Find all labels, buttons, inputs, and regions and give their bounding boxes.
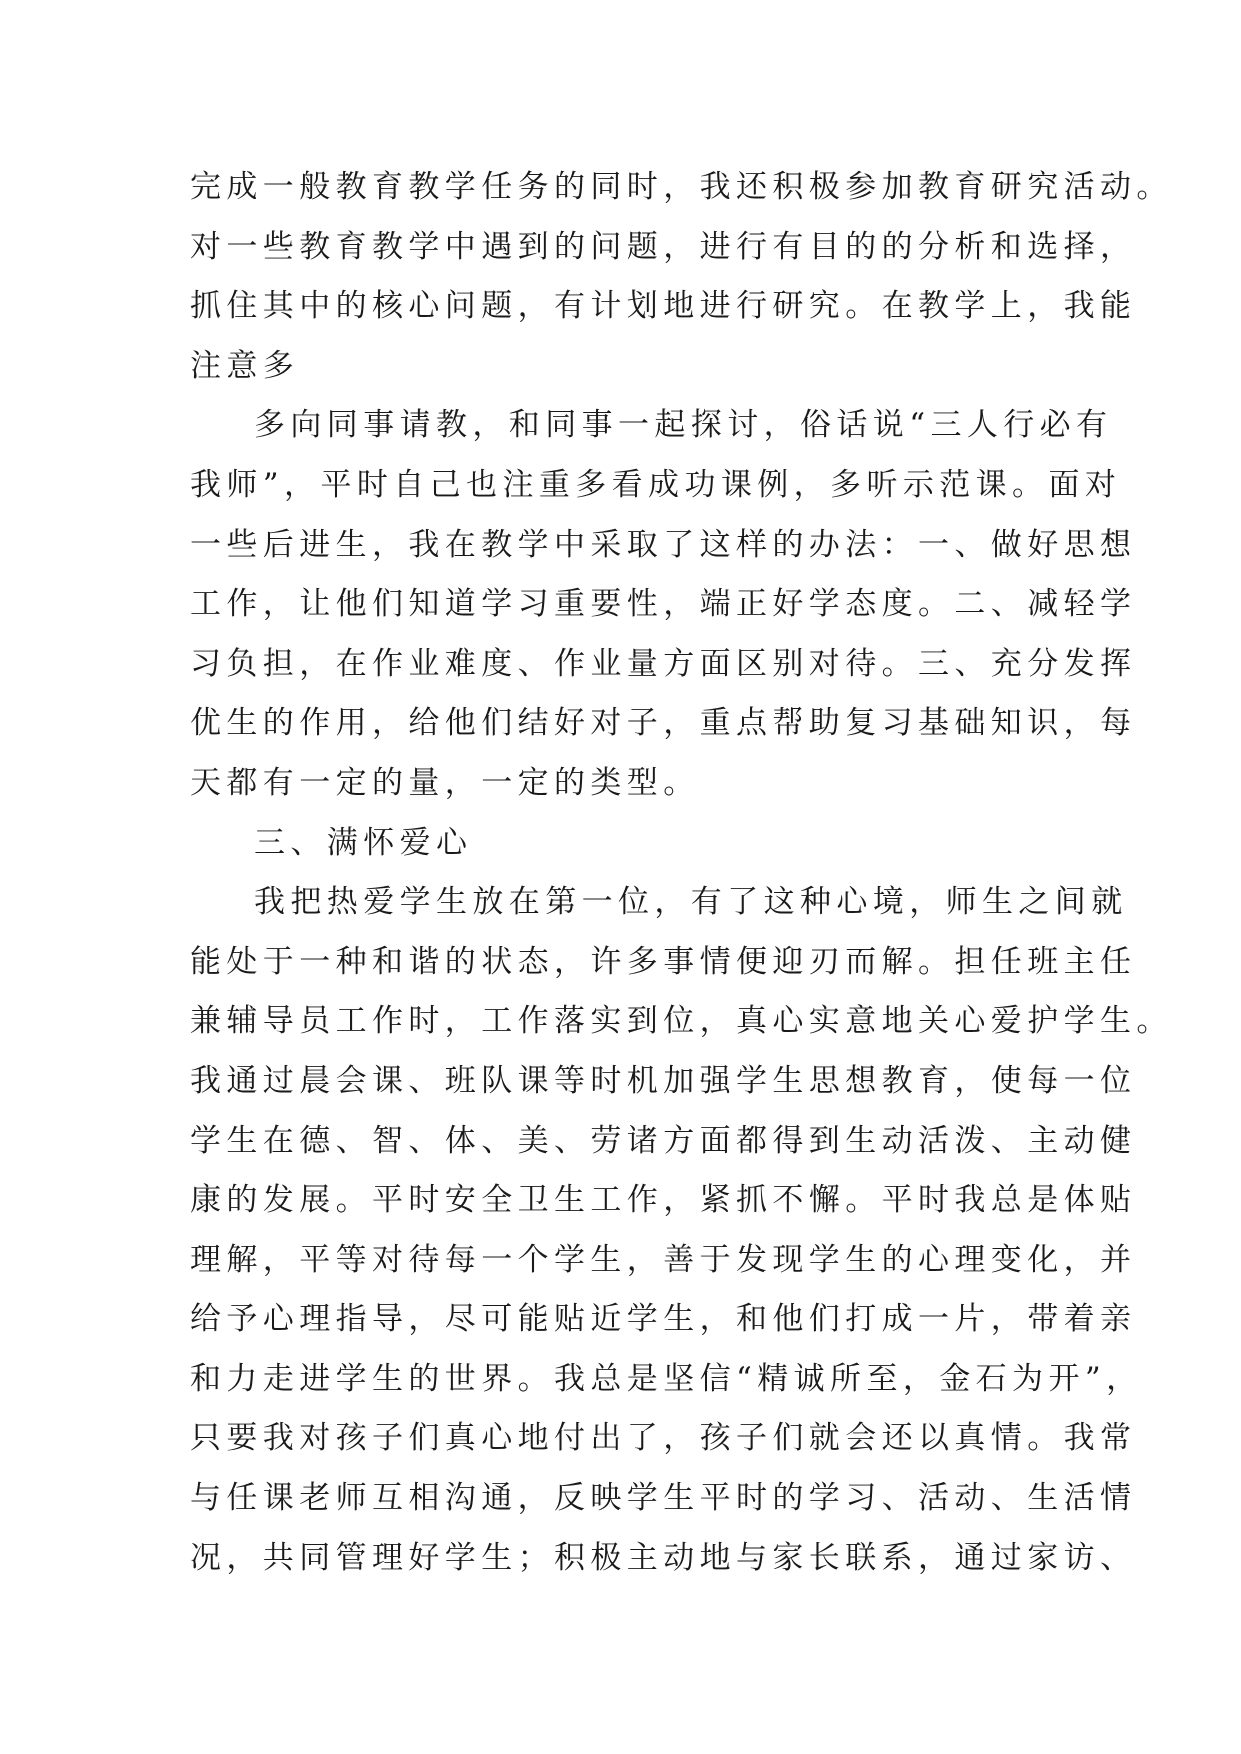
text-line: 给予心理指导，尽可能贴近学生，和他们打成一片，带着亲	[190, 1301, 1137, 1338]
text-line: 抓住其中的核心问题，有计划地进行研究。在教学上，我能	[190, 288, 1137, 325]
text-line: 康的发展。平时安全卫生工作，紧抓不懈。平时我总是体贴	[190, 1182, 1137, 1219]
text-line: 兼辅导员工作时，工作落实到位，真心实意地关心爱护学生。	[190, 1003, 1173, 1040]
text-line: 优生的作用，给他们结好对子，重点帮助复习基础知识，每	[190, 705, 1137, 742]
text-line: 我通过晨会课、班队课等时机加强学生思想教育，使每一位	[190, 1062, 1137, 1099]
text-line: 天都有一定的量，一定的类型。	[190, 764, 700, 801]
section-heading: 三、满怀爱心	[254, 824, 473, 861]
text-line: 与任课老师互相沟通，反映学生平时的学习、活动、生活情	[190, 1480, 1137, 1517]
text-line: 能处于一种和谐的状态，许多事情便迎刃而解。担任班主任	[190, 943, 1137, 980]
paragraph-first-line: 多向同事请教，和同事一起探讨，俗话说“三人行必有	[254, 407, 1113, 444]
document-body	[190, 158, 1173, 1588]
text-line: 和力走进学生的世界。我总是坚信“精诚所至，金石为开”，	[190, 1360, 1143, 1397]
text-line: 况，共同管理好学生；积极主动地与家长联系，通过家访、	[190, 1539, 1137, 1576]
text-line: 工作，让他们知道学习重要性，端正好学态度。二、减轻学	[190, 586, 1137, 623]
text-line: 完成一般教育教学任务的同时，我还积极参加教育研究活动。	[190, 169, 1173, 205]
text-line: 习负担，在作业难度、作业量方面区别对待。三、充分发挥	[190, 645, 1137, 682]
text-line: 只要我对孩子们真心地付出了，孩子们就会还以真情。我常	[190, 1420, 1137, 1457]
text-line: 一些后进生，我在教学中采取了这样的办法：一、做好思想	[190, 526, 1137, 563]
text-line: 注意多	[190, 347, 300, 384]
text-line: 对一些教育教学中遇到的问题，进行有目的的分析和选择，	[190, 228, 1137, 265]
text-line: 我师”，平时自己也注重多看成功课例，多听示范课。面对	[190, 466, 1122, 503]
text-line: 学生在德、智、体、美、劳诸方面都得到生动活泼、主动健	[190, 1122, 1137, 1159]
paragraph-first-line: 我把热爱学生放在第一位，有了这种心境，师生之间就	[254, 884, 1128, 921]
text-line: 理解，平等对待每一个学生，善于发现学生的心理变化，并	[190, 1241, 1137, 1278]
